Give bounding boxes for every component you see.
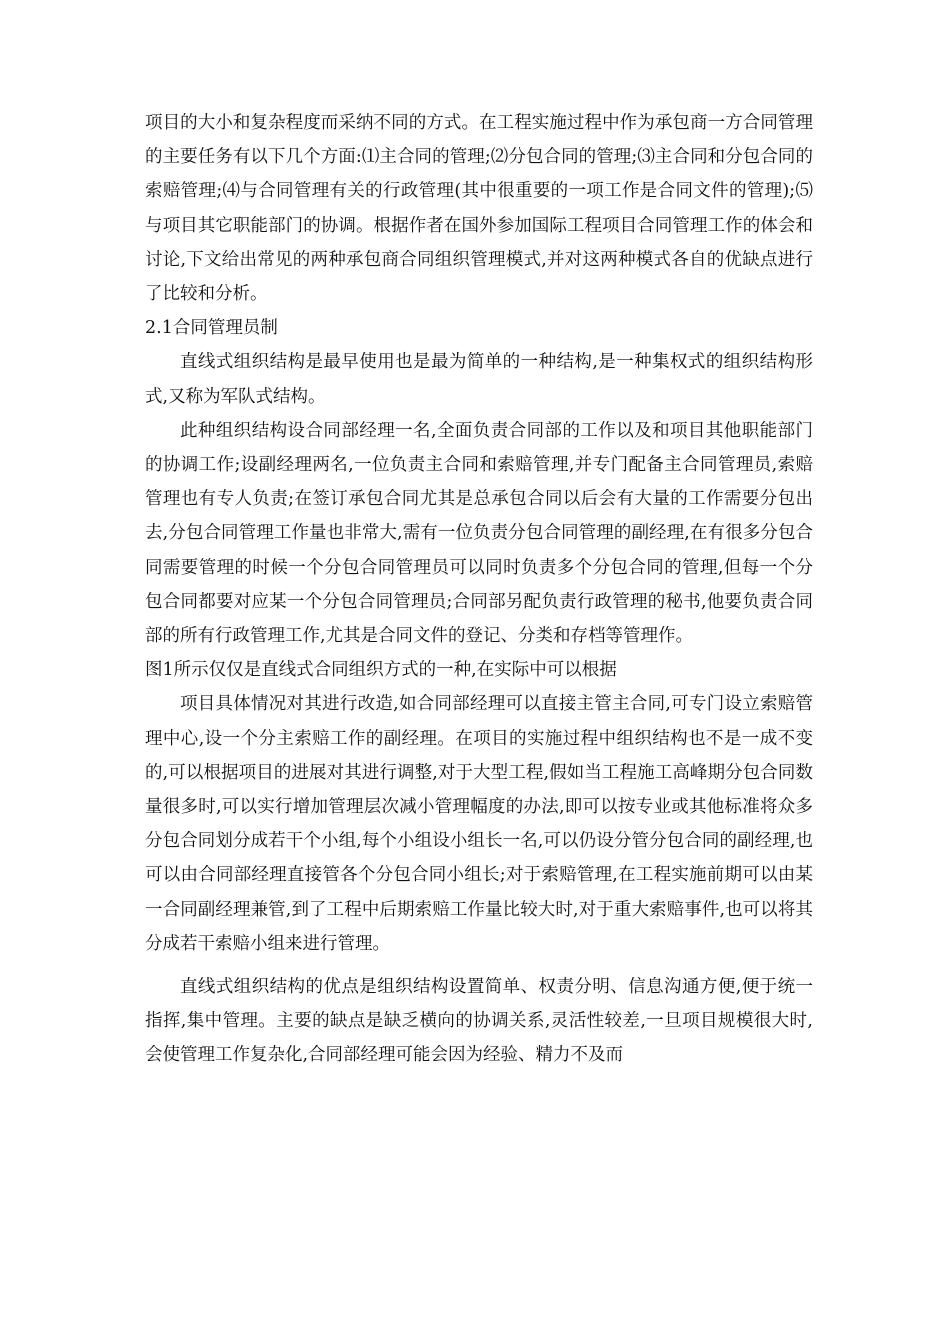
paragraph-intro: 项目的大小和复杂程度而采纳不同的方式。在工程实施过程中作为承包商一方合同管理的主要任务有以下几个方面:⑴主合同的管理;⑵分包合同的管理;⑶主合同和分包合同的索赔管理;⑷与合同管理有关的行政管理(其中很重要的一项工作是合同文件的管理);⑸与项目其它职能部门的协调。根据作者在国外参加国际工程项目合同管理工作的体会和讨论,下文给出常见的两种承包商合同组织管理模式,并对这两种模式各自的优缺点进行了比较和分析。 [145,113,813,305]
section-heading: 2.1合同管理员制 [145,318,278,339]
paragraph-pros-cons: 直线式组织结构的优点是组织结构设置简单、权责分明、信息沟通方便,便于统一指挥,集中管理。主要的缺点是缺乏横向的协调关系,灵活性较差,一旦项目规模很大时,会使管理工作复杂化,合同部经理可能会因为经验、精力不及而 [145,977,813,1066]
paragraph-structure-description: 此种组织结构设合同部经理一名,全面负责合同部的工作以及和项目其他职能部门的协调工作;设副经理两名,一位负责主合同和索赔管理,并专门配备主合同管理员,索赔管理也有专人负责;在签订承包合同尤其是总承包合同以后会有大量的工作需要分包出去,分包合同管理工作量也非常大,需有一位负责分包合同管理的副经理,在有很多分包合同需要管理的时候一个分包合同管理员可以同时负责多个分包合同的管理,但每一个分包合同都要对应某一个分包合同管理员;合同部另配负责行政管理的秘书,他要负责合同部的所有行政管理工作,尤其是合同文件的登记、分类和存档等管理作。 [145,420,813,647]
document-page [145,106,813,1073]
paragraph-definition: 直线式组织结构是最早使用也是最为简单的一种结构,是一种集权式的组织结构形式,又称为军队式结构。 [145,352,813,407]
paragraph-figure-note: 图1所示仅仅是直线式合同组织方式的一种,在实际中可以根据 [145,660,617,681]
paragraph-adjustment: 项目具体情况对其进行改造,如合同部经理可以直接主管主合同,可专门设立索赔管理中心,设一个分主索赔工作的副经理。在项目的实施过程中组织结构也不是一成不变的,可以根据项目的进展对其进行调整,对于大型工程,假如当工程施工高峰期分包合同数量很多时,可以实行增加管理层次减小管理幅度的办法,即可以按专业或其他标准将众多分包合同划分成若干个小组,每个小组设小组长一名,可以仍设分管分包合同的副经理,也可以由合同部经理直接管各个分包合同小组长;对于索赔管理,在工程实施前期可以由某一合同副经理兼管,到了工程中后期索赔工作量比较大时,对于重大索赔事件,也可以将其分成若干索赔小组来进行管理。 [145,694,813,954]
